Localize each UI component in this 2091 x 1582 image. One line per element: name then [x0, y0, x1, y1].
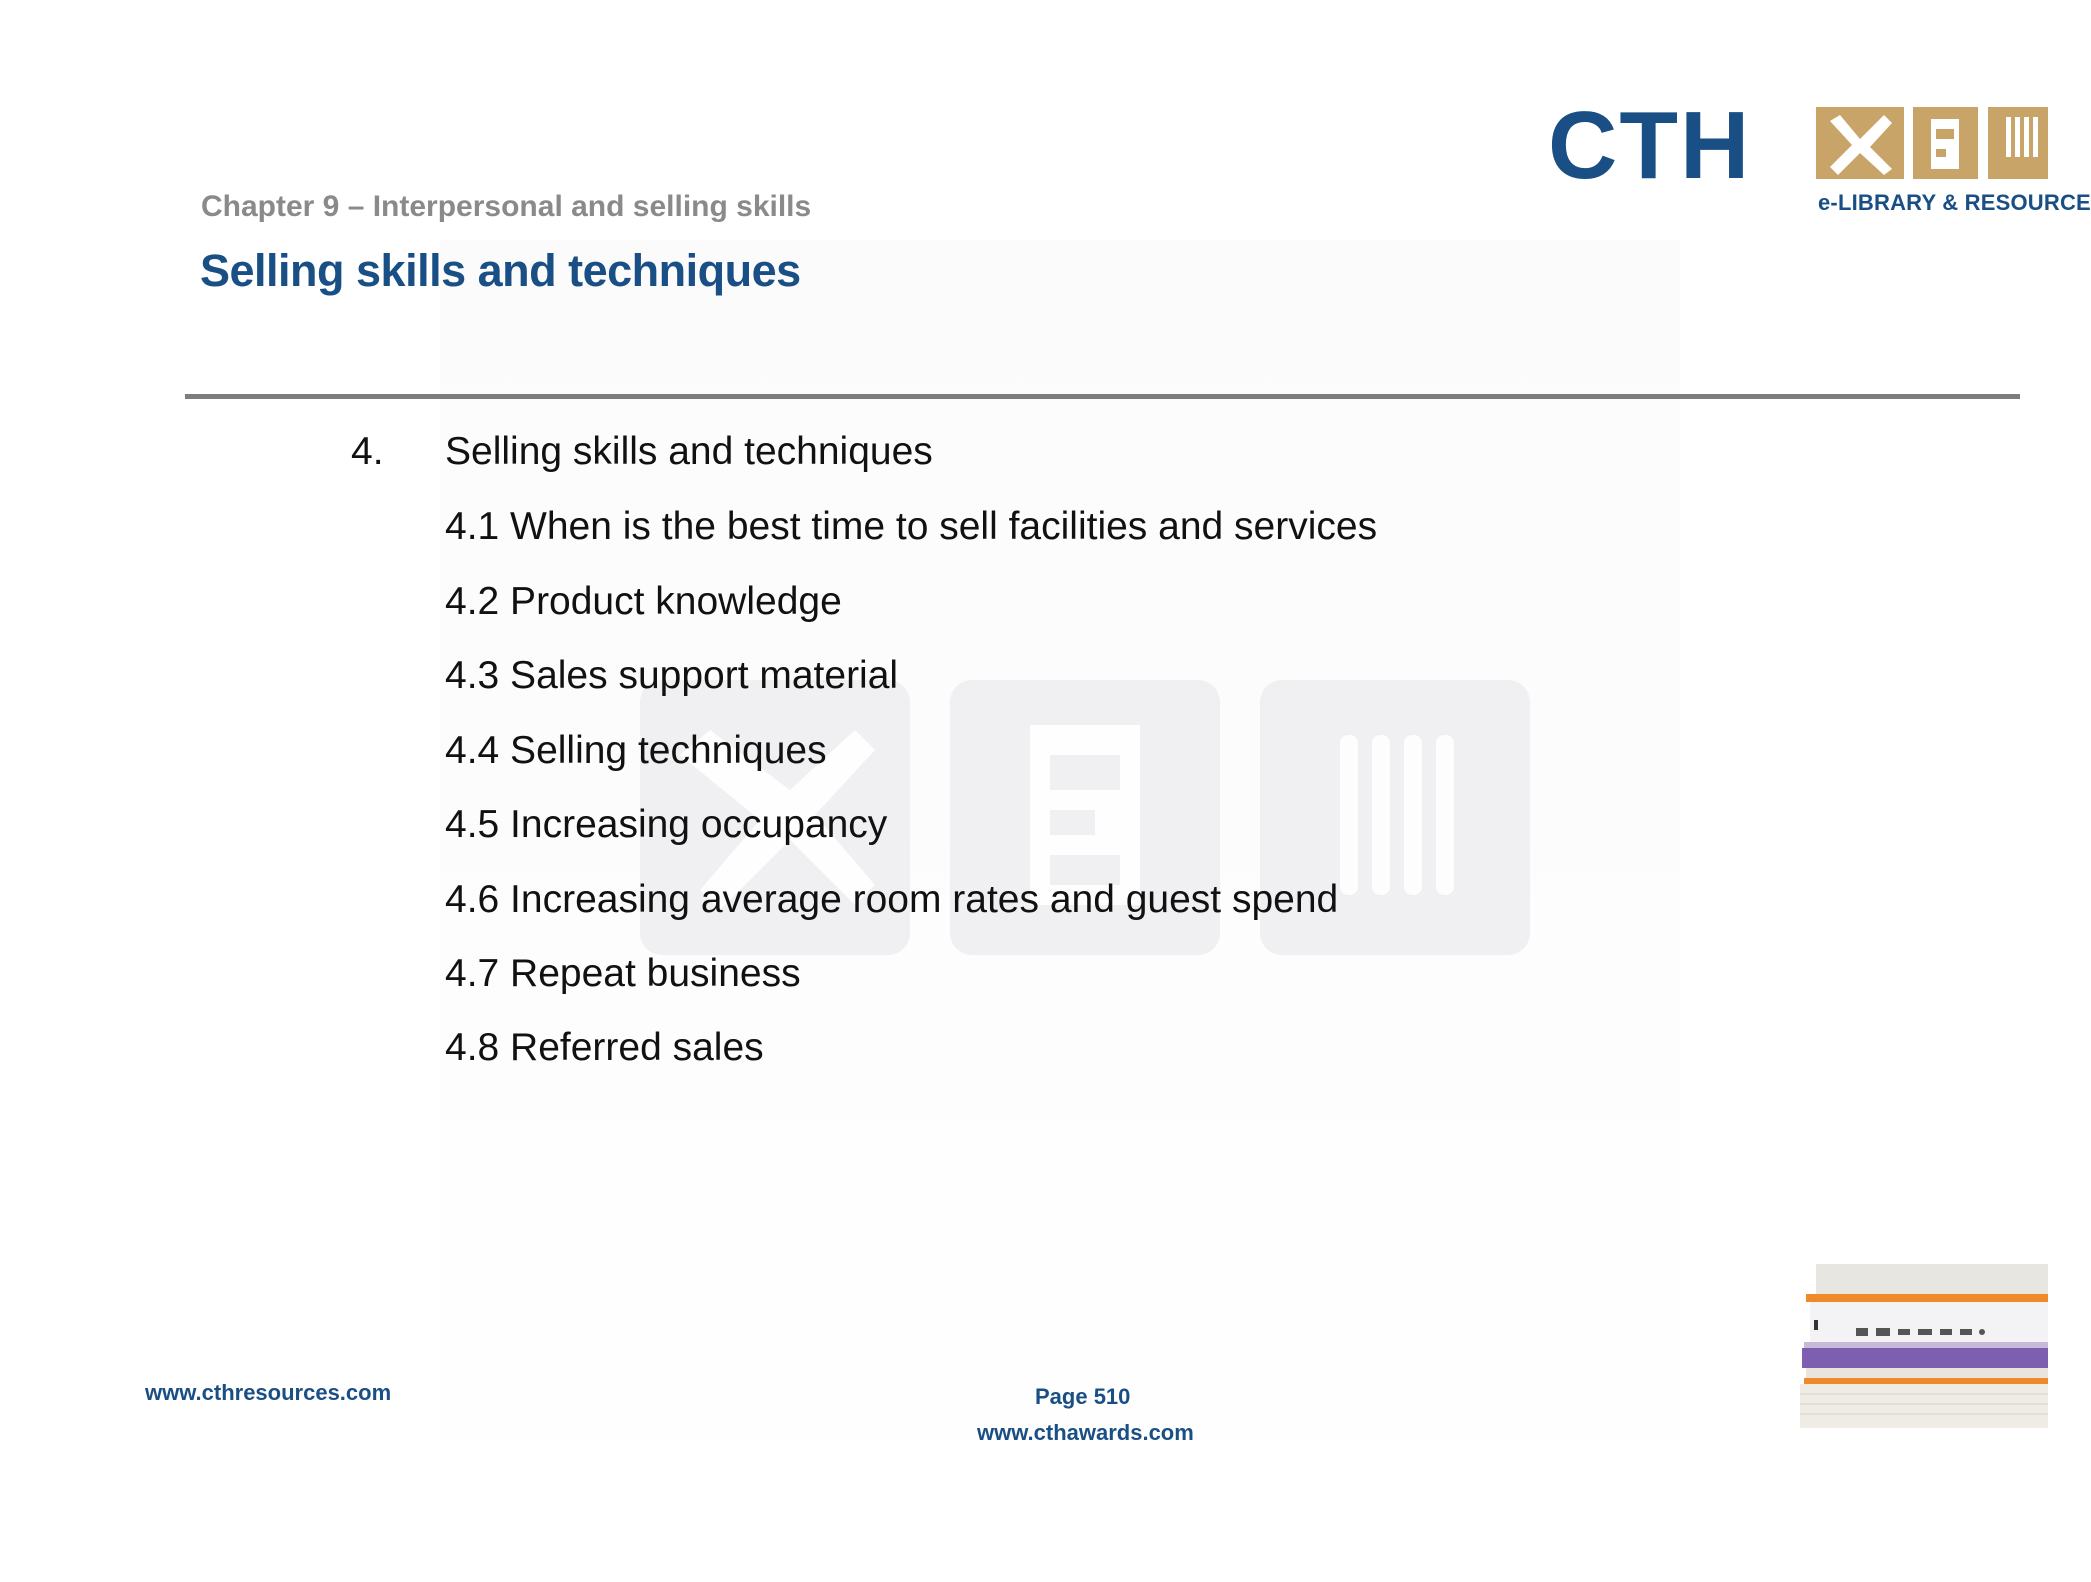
list-item: 4.7 Repeat business [445, 952, 801, 995]
list-item: 4.2 Product knowledge [445, 580, 842, 623]
list-item: 4.8 Referred sales [445, 1026, 764, 1069]
list-item: 4.4 Selling techniques [445, 729, 827, 772]
outline-number: 4. [351, 430, 384, 473]
list-item: 4.6 Increasing average room rates and guest spend [445, 878, 1339, 921]
page-title: Selling skills and techniques [200, 245, 801, 296]
footer-resources-link[interactable]: www.cthresources.com [145, 1380, 392, 1405]
logo-airplane-icon [1816, 107, 1904, 179]
header-divider [185, 394, 2020, 399]
list-item: 4.3 Sales support material [445, 654, 899, 697]
chapter-label: Chapter 9 – Interpersonal and selling skills [201, 190, 812, 223]
logo-bed-icon [1913, 107, 1978, 179]
logo-fork-icon [1988, 107, 2048, 179]
page-number: Page 510 [1035, 1384, 1131, 1409]
book-stack-icon [1800, 1262, 2048, 1432]
logo-wordmark: CTH [1548, 92, 1752, 199]
logo-subtitle: e-LIBRARY & RESOURCE [1818, 190, 2091, 215]
list-item: 4.1 When is the best time to sell facilities and services [445, 505, 1378, 548]
footer-awards-link[interactable]: www.cthawards.com [977, 1420, 1194, 1445]
outline-heading: Selling skills and techniques [445, 430, 933, 473]
list-item: 4.5 Increasing occupancy [445, 803, 888, 846]
